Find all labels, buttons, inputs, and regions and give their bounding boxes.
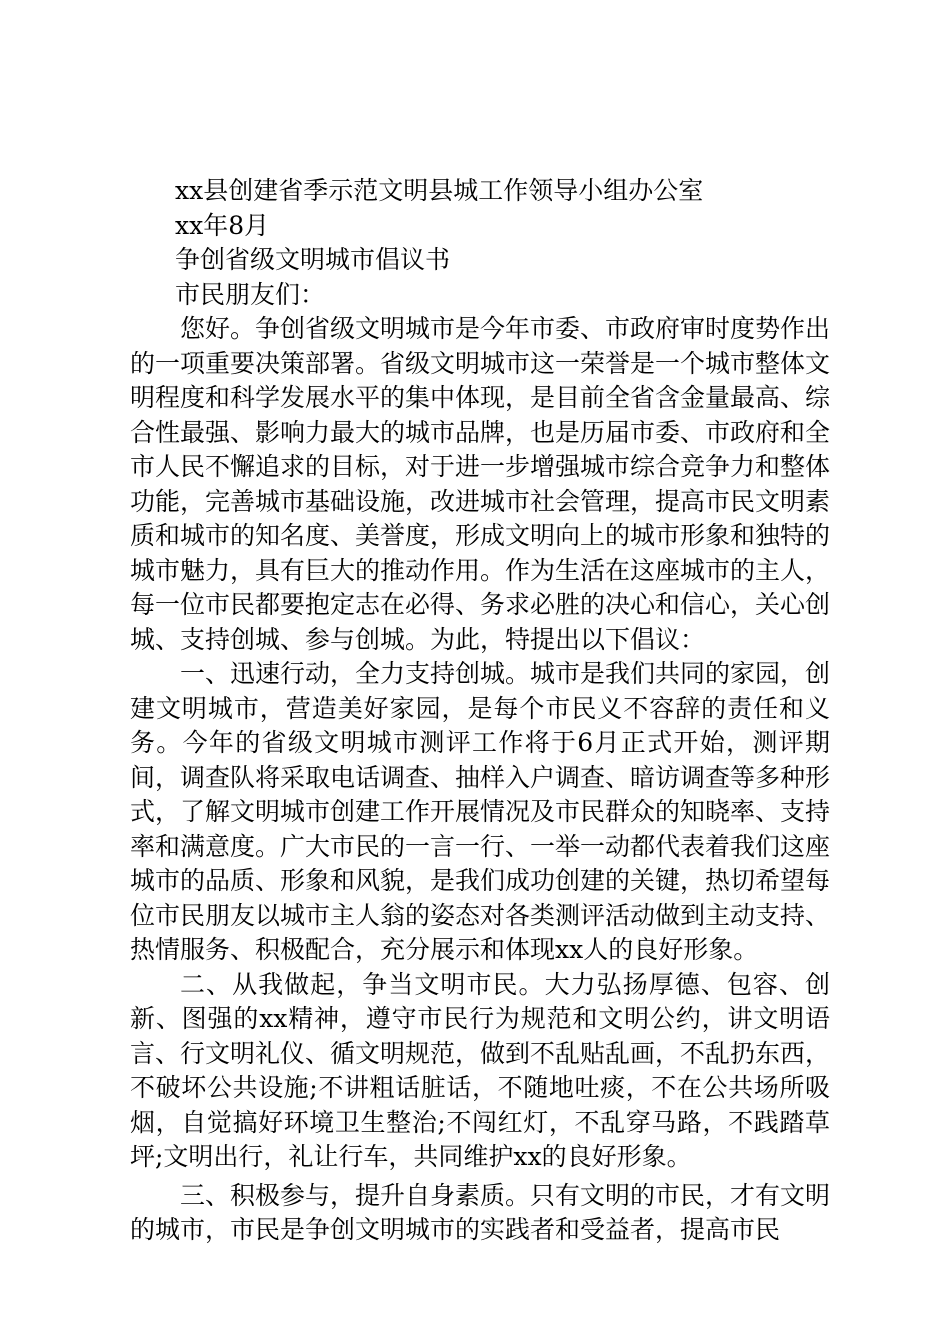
document-title: 争创省级文明城市倡议书	[175, 245, 451, 274]
proposal-2-paragraph: 二、从我做起，争当文明市民。大力弘扬厚德、包容、创新、图强的xx精神，遵守市民行为规范和文明公约，讲文明语言、行文明礼仪、循文明规范，做到不乱贴乱画，不乱扔东西，不破坏公共设施;不讲粗话脏话，不随地吐痰，不在公共场所吸烟，自觉搞好环境卫生整治;不闯红灯，不乱穿马路，不践踏草坪;文明出行，礼让行车，共同维护xx的良好形象。	[130, 969, 831, 1171]
proposal-3-paragraph: 三、积极参与，提升自身素质。只有文明的市民，才有文明的城市，市民是争创文明城市的实践者和受益者，提高市民	[130, 1180, 831, 1244]
salutation: 市民朋友们：	[175, 279, 326, 309]
document-page	[130, 174, 830, 1248]
proposal-1-paragraph: 一、迅速行动，全力支持创城。城市是我们共同的家园，创建文明城市，营造美好家园，是每个市民义不容辞的责任和义务。今年的省级文明城市测评工作将于6月正式开始，测评期间，调查队将采取电话调查、抽样入户调查、暗访调查等多种形式，了解文明城市创建工作开展情况及市民群众的知晓率、支持率和满意度。广大市民的一言一行、一举一动都代表着我们这座城市的品质、形象和风貌，是我们成功创建的关键，热切希望每位市民朋友以城市主人翁的姿态对各类测评活动做到主动支持、热情服务、积极配合，充分展示和体现xx人的良好形象。	[130, 659, 831, 964]
issuing-office: xx县创建省季示范文明县城工作领导小组办公室	[175, 176, 704, 205]
intro-paragraph: 您好。争创省级文明城市是今年市委、市政府审时度势作出的一项重要决策部署。省级文明城市这一荣誉是一个城市整体文明程度和科学发展水平的集中体现，是目前全省含金量最高、综合性最强、影响力最大的城市品牌，也是历届市委、市政府和全市人民不懈追求的目标，对于进一步增强城市综合竞争力和整体功能，完善城市基础设施，改进城市社会管理，提高市民文明素质和城市的知名度、美誉度，形成文明向上的城市形象和独特的城市魅力，具有巨大的推动作用。作为生活在这座城市的主人，每一位市民都要抱定志在必得、务求必胜的决心和信心，关心创城、支持创城、参与创城。为此，特提出以下倡议：	[130, 314, 831, 654]
issue-date: xx年8月	[175, 210, 270, 240]
